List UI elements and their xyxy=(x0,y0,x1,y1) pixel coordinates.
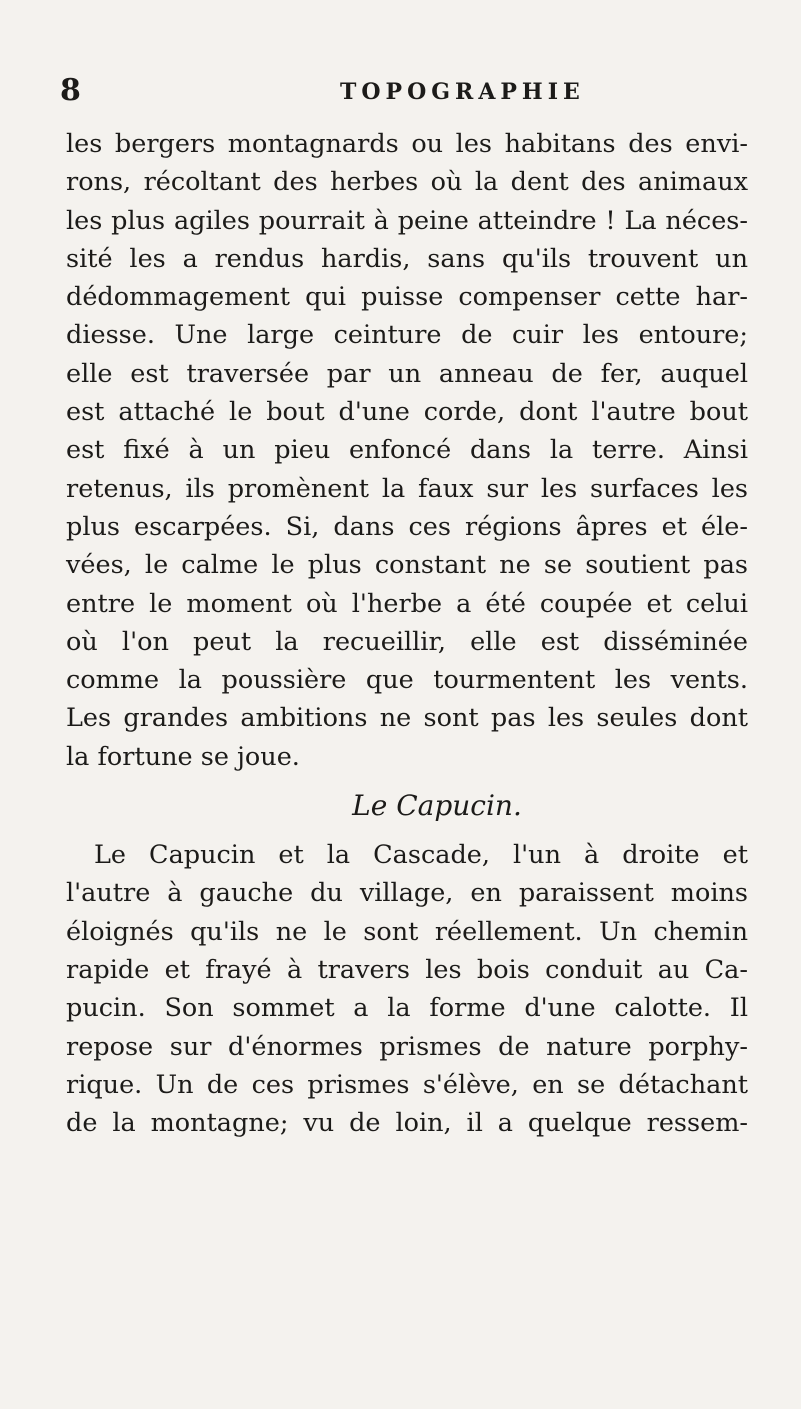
text-line: sité les a rendus hardis, sans qu'ils trouvent un xyxy=(66,243,748,274)
text-line: est fixé à un pieu enfoncé dans la terre. Ainsi xyxy=(66,435,748,466)
text-line: l'autre à gauche du village, en paraissent moins xyxy=(66,878,748,909)
text-line: diesse. Une large ceinture de cuir les entoure; xyxy=(66,320,748,351)
paragraph-2 xyxy=(66,836,748,1142)
text-line: est attaché le bout d'une corde, dont l'autre bout xyxy=(66,397,748,428)
text-line: les plus agiles pourrait à peine atteindre ! La néces- xyxy=(66,205,748,236)
page-number: 8 xyxy=(60,73,81,108)
text-line: entre le moment où l'herbe a été coupée et celui xyxy=(66,588,748,619)
text-line: où l'on peut la recueillir, elle est disséminée xyxy=(66,626,748,657)
text-line: de la montagne; vu de loin, il a quelque ressem- xyxy=(66,1108,748,1139)
section-title: Le Capucin. xyxy=(352,789,522,823)
page-header xyxy=(60,73,760,109)
text-line: retenus, ils promènent la faux sur les surfaces les xyxy=(66,473,748,504)
text-line: rons, récoltant des herbes où la dent des animaux xyxy=(66,167,748,198)
text-line: rique. Un de ces prismes s'élève, en se détachant xyxy=(66,1069,748,1100)
text-line: éloignés qu'ils ne le sont réellement. Un chemin xyxy=(66,916,748,947)
text-line: dédommagement qui puisse compenser cette har- xyxy=(66,282,748,313)
text-line: vées, le calme le plus constant ne se soutient pas xyxy=(66,550,748,581)
text-line: la fortune se joue. xyxy=(66,741,300,772)
body-text xyxy=(66,125,748,1142)
text-line: plus escarpées. Si, dans ces régions âpres et éle- xyxy=(66,511,748,542)
paragraph-1 xyxy=(66,125,748,776)
text-line: repose sur d'énormes prismes de nature porphy- xyxy=(66,1031,748,1062)
text-line: Le Capucin et la Cascade, l'un à droite et xyxy=(94,840,748,871)
text-line: elle est traversée par un anneau de fer, auquel xyxy=(66,358,748,389)
text-line: pucin. Son sommet a la forme d'une calotte. Il xyxy=(66,993,748,1024)
text-line: les bergers montagnards ou les habitans des envi- xyxy=(66,129,748,159)
text-line: Les grandes ambitions ne sont pas les seules dont xyxy=(66,703,748,734)
text-line: comme la poussière que tourmentent les vents. xyxy=(66,665,748,696)
running-head: TOPOGRAPHIE xyxy=(340,79,585,105)
text-line: rapide et frayé à travers les bois conduit au Ca- xyxy=(66,954,748,985)
